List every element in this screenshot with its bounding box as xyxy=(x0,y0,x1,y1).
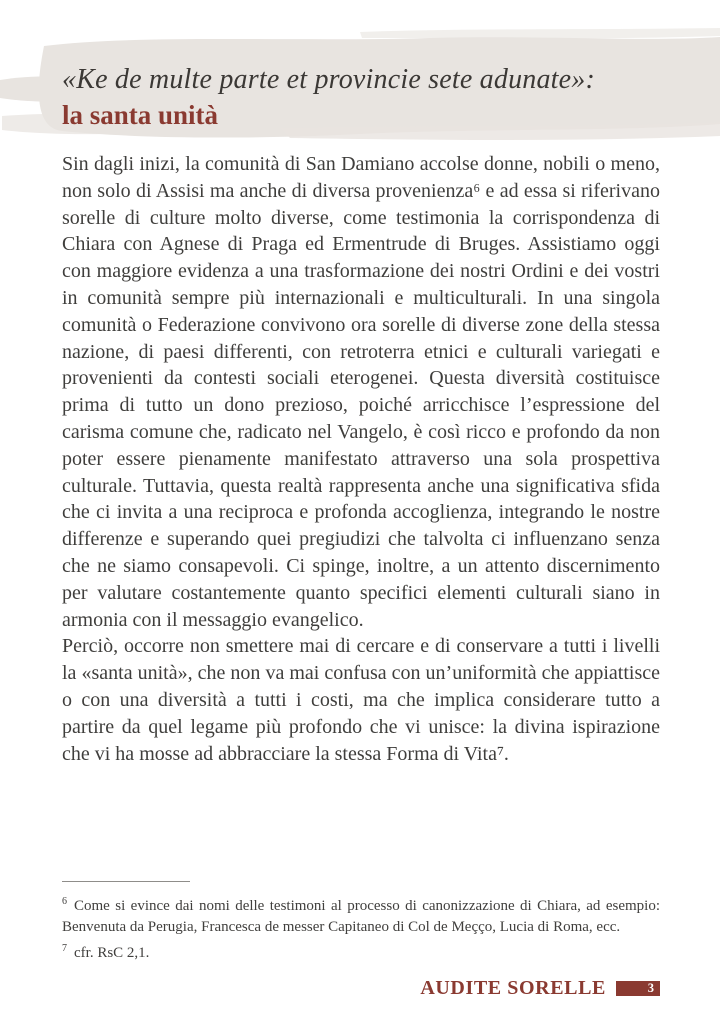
footnote-6-marker: 6 xyxy=(62,896,67,907)
footnote-separator-rule xyxy=(62,881,190,882)
section-heading-subtitle: la santa unità xyxy=(62,100,219,130)
paragraph-2: Perciò, occorre non smettere mai di cercare e di conservare a tutti i livelli la «santa unità», che non va mai confusa con un’uniformità che appiattisce o con una diversità a tutti i costi, ma che implica considerare tutto a partire da quel legame più profondo che vi unisce: la divina ispirazione che vi ha mosse ad abbracciare la stessa Forma di Vita⁷. xyxy=(62,635,660,765)
body-text xyxy=(62,151,660,767)
footnote-7 xyxy=(62,938,660,964)
page-footer xyxy=(420,978,660,998)
running-title: AUDITE SORELLE xyxy=(420,977,606,999)
paragraph-1: Sin dagli inizi, la comunità di San Damiano accolse donne, nobili o meno, non solo di Assisi ma anche di diversa provenienza⁶ e ad essa si riferivano sorelle di culture molto diverse, come testimonia la corrispondenza di Chiara con Agnese di Praga ed Ermentrude di Bruges. Assistiamo oggi con maggiore evidenza a una trasformazione dei nostri Ordini e dei vostri in comunità sempre più internazionali e multiculturali. In una singola comunità o Federazione convivono ora sorelle di diverse zone della stessa nazione, di paesi differenti, con retroterra etnici e culturali variegati e provenienti da contesti sociali eterogenei. Questa diversità costituisce prima di tutto un dono prezioso, poiché arricchisce l’espressione del carisma comune che, radicato nel Vangelo, è così ricco e profondo da non poter essere pienamente manifestato attraverso una sola prospettiva culturale. Tuttavia, questa realtà rappresenta anche una significativa sfida che ci invita a una reciproca e profonda accoglienza, integrando le nostre differenze e superando quei pregiudizi che talvolta ci influenzano senza che ne siamo consapevoli. Ci spinge, inoltre, a un attento discernimento per valutare costantemente quanto specifici elementi culturali siano in armonia con il messaggio evangelico. xyxy=(62,153,660,631)
page-number-badge xyxy=(616,981,660,996)
section-heading xyxy=(62,62,707,131)
footnote-7-marker: 7 xyxy=(62,943,67,954)
footnote-7-text: cfr. RsC 2,1. xyxy=(74,945,150,961)
page-number: 3 xyxy=(647,980,654,995)
section-heading-quote: «Ke de multe parte et provincie sete adunate»: xyxy=(62,64,596,95)
footnotes-section xyxy=(62,881,660,964)
footnote-6 xyxy=(62,891,660,938)
footnote-6-text: Come si evince dai nomi delle testimoni al processo di canonizzazione di Chiara, ad esempio: Benvenuta da Perugia, Francesca de messer Capitaneo di Col de Meçço, Lucia di Roma, ecc. xyxy=(62,898,660,935)
